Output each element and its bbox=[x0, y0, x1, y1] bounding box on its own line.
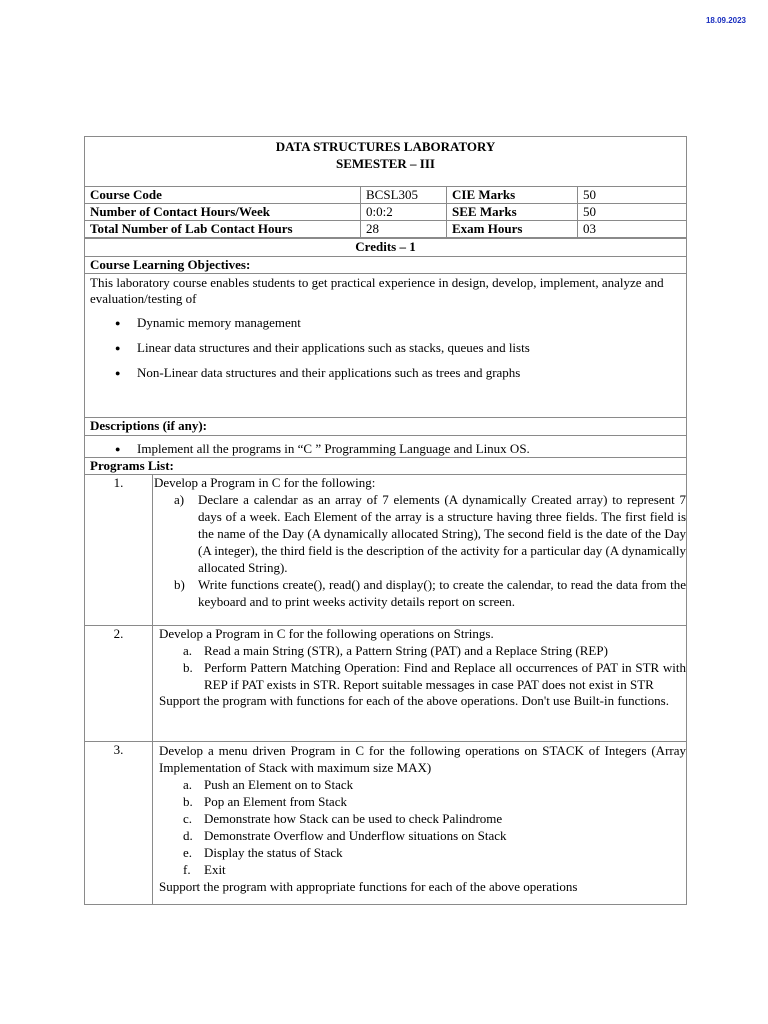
program-lead: Develop a Program in C for the following: bbox=[154, 475, 376, 490]
descriptions-heading: Descriptions (if any): bbox=[85, 418, 686, 436]
subitem-text: Push an Element on to Stack bbox=[204, 777, 354, 792]
subitem-text: Demonstrate Overflow and Underflow situations on Stack bbox=[204, 828, 507, 843]
semester-label: SEMESTER – III bbox=[336, 156, 435, 171]
program-tail: Support the program with appropriate functions for each of the above operations bbox=[159, 879, 578, 894]
program-row-1 bbox=[85, 475, 686, 626]
program-lead: Develop a menu driven Program in C for the following operations on STACK of Integers (Array Implementation of Stack with maximum size MAX) bbox=[159, 743, 686, 775]
program-subitem bbox=[159, 793, 686, 810]
subitem-label: c. bbox=[183, 811, 193, 826]
program-body bbox=[153, 742, 686, 904]
course-meta-table bbox=[85, 187, 686, 238]
list-item: ● Dynamic memory management bbox=[85, 315, 686, 331]
subitem-text: Perform Pattern Matching Operation: Find and Replace all occurrences of PAT in STR with REP if PAT exists in STR. Report suitable messages in case PAT does not exist in STR bbox=[204, 660, 686, 692]
subitem-text: Demonstrate how Stack can be used to check Palindrome bbox=[204, 811, 503, 826]
subitem-text: Read a main String (STR), a Pattern String (PAT) and a Replace String (REP) bbox=[204, 643, 608, 658]
program-number: 1. bbox=[85, 475, 153, 625]
subitem-label: b) bbox=[174, 577, 185, 592]
program-row-2 bbox=[85, 626, 686, 742]
meta-value: 50 bbox=[578, 204, 687, 221]
program-subitem bbox=[159, 844, 686, 861]
meta-label: Course Code bbox=[85, 187, 361, 204]
program-subitem bbox=[159, 776, 686, 793]
programs-heading: Programs List: bbox=[85, 458, 686, 475]
subitem-label: b. bbox=[183, 794, 193, 809]
descriptions-list bbox=[85, 441, 686, 457]
course-title: DATA STRUCTURES LABORATORY bbox=[275, 139, 496, 154]
program-lead: Develop a Program in C for the following operations on Strings. bbox=[159, 626, 494, 641]
subitem-label: e. bbox=[183, 845, 193, 860]
subitem-label: d. bbox=[183, 828, 193, 843]
subitem-text: Display the status of Stack bbox=[204, 845, 343, 860]
objectives-list bbox=[85, 315, 686, 381]
program-subitem bbox=[159, 810, 686, 827]
program-number: 2. bbox=[85, 626, 153, 741]
subitem-label: f. bbox=[183, 862, 191, 877]
subitem-label: a) bbox=[174, 492, 185, 507]
subitem-label: b. bbox=[183, 660, 193, 675]
credits-label: Credits – 1 bbox=[85, 238, 686, 257]
program-subitem bbox=[159, 642, 686, 659]
program-body bbox=[153, 626, 686, 741]
table-row bbox=[85, 204, 686, 221]
list-item: ● Linear data structures and their applications such as stacks, queues and lists bbox=[85, 340, 686, 356]
program-row-3 bbox=[85, 742, 686, 904]
program-subitem bbox=[159, 861, 686, 878]
meta-label: CIE Marks bbox=[447, 187, 578, 204]
meta-value: 28 bbox=[361, 221, 447, 238]
meta-label: SEE Marks bbox=[447, 204, 578, 221]
program-body bbox=[153, 475, 686, 625]
subitem-text: Pop an Element from Stack bbox=[204, 794, 347, 809]
table-row bbox=[85, 221, 686, 238]
descriptions-section bbox=[85, 436, 686, 458]
program-subitem bbox=[154, 576, 686, 610]
subitem-text: Declare a calendar as an array of 7 elements (A dynamically Created array) to represent 7 days of a week. Each Element of the array is a structure having three fields. The first field is the name of the Day (A dynamically allocated String), The second field is the date of the Day (A integer), the third field is the description of the activity for a particular day (A dynamically allocated String). bbox=[198, 492, 686, 575]
program-tail: Support the program with functions for each of the above operations. Don't use Built-in functions. bbox=[159, 693, 669, 708]
objectives-section bbox=[85, 274, 686, 418]
document-date: 18.09.2023 bbox=[705, 16, 746, 25]
meta-value: 50 bbox=[578, 187, 687, 204]
program-subitem bbox=[159, 827, 686, 844]
program-subitem bbox=[154, 491, 686, 576]
meta-value: 0:0:2 bbox=[361, 204, 447, 221]
meta-label: Exam Hours bbox=[447, 221, 578, 238]
list-item: ● Implement all the programs in “C ” Programming Language and Linux OS. bbox=[85, 441, 686, 457]
meta-value: 03 bbox=[578, 221, 687, 238]
table-row bbox=[85, 187, 686, 204]
subitem-label: a. bbox=[183, 643, 193, 658]
subitem-label: a. bbox=[183, 777, 193, 792]
syllabus-document bbox=[84, 136, 687, 905]
meta-value: BCSL305 bbox=[361, 187, 447, 204]
objectives-heading: Course Learning Objectives: bbox=[85, 257, 686, 274]
program-subitem bbox=[159, 659, 686, 693]
list-item: ● Non-Linear data structures and their applications such as trees and graphs bbox=[85, 365, 686, 381]
meta-label: Number of Contact Hours/Week bbox=[85, 204, 361, 221]
course-title-block bbox=[85, 137, 686, 187]
subitem-text: Exit bbox=[204, 862, 226, 877]
program-number: 3. bbox=[85, 742, 153, 904]
meta-label: Total Number of Lab Contact Hours bbox=[85, 221, 361, 238]
objectives-intro: This laboratory course enables students to get practical experience in design, develop, implement, analyze and evaluation/testing of bbox=[90, 275, 664, 306]
subitem-text: Write functions create(), read() and display(); to create the calendar, to read the data from the keyboard and to print weeks activity details report on screen. bbox=[198, 577, 686, 609]
